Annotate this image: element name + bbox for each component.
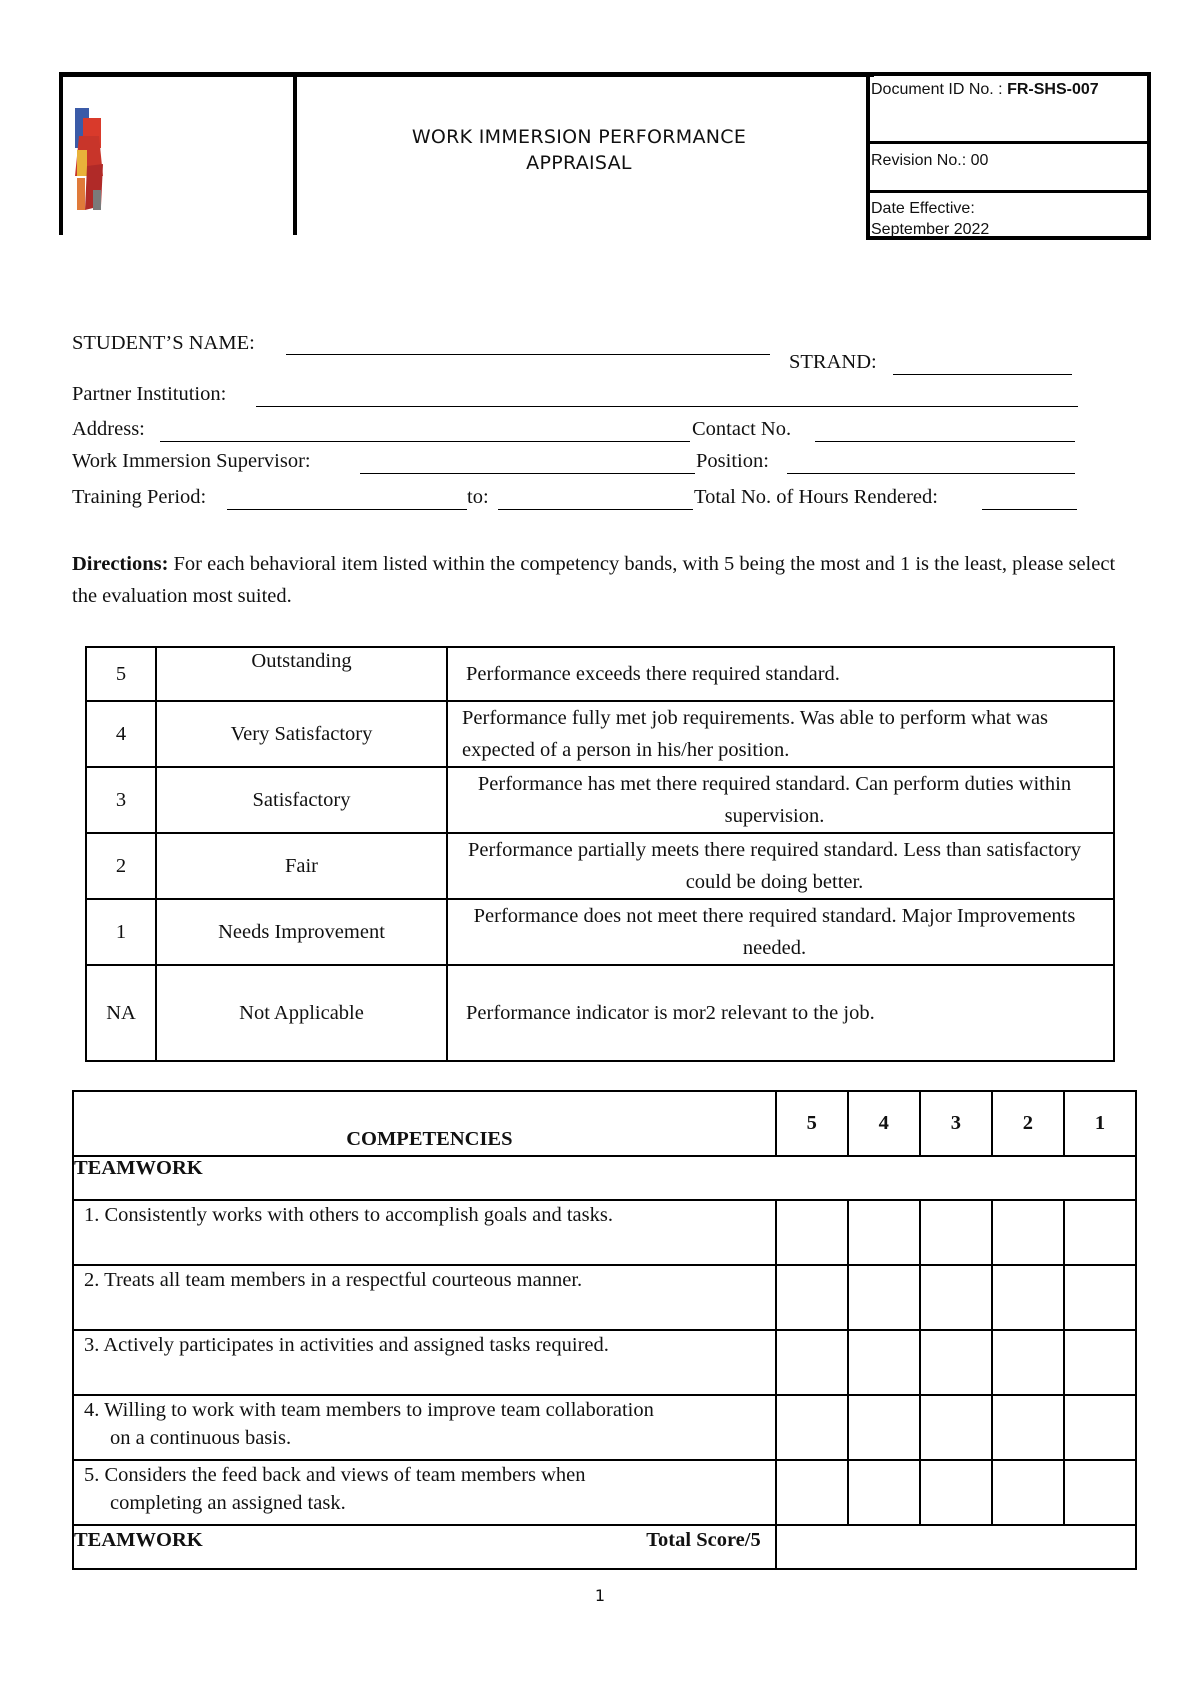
rating-cell[interactable]	[1064, 1200, 1136, 1265]
scale-description: Performance exceeds there required standard.	[447, 647, 1114, 701]
total-hours-field[interactable]	[982, 509, 1077, 510]
total-row	[73, 1525, 1136, 1569]
competencies-header: COMPETENCIES	[73, 1091, 776, 1156]
rating-cell[interactable]	[1064, 1265, 1136, 1330]
scale-row	[86, 701, 1114, 767]
school-logo-icon	[73, 106, 105, 214]
competency-item	[73, 1200, 776, 1265]
date-effective-row	[870, 193, 1147, 240]
date-effective-label: Date Effective:	[871, 200, 975, 217]
rating-column-2: 2	[992, 1091, 1064, 1156]
partner-institution-label: Partner Institution:	[72, 383, 227, 405]
rating-cell[interactable]	[992, 1265, 1064, 1330]
scale-description: Performance partially meets there required standard. Less than satisfactory could be doing better.	[447, 833, 1114, 899]
scale-row	[86, 767, 1114, 833]
item-number: 3.	[84, 1334, 100, 1356]
rating-cell[interactable]	[776, 1395, 848, 1460]
scale-score: 4	[86, 701, 156, 767]
rating-cell[interactable]	[776, 1460, 848, 1525]
rating-cell[interactable]	[776, 1265, 848, 1330]
position-field[interactable]	[787, 473, 1075, 474]
total-label-cell	[73, 1525, 776, 1569]
item-number: 1.	[84, 1204, 100, 1226]
item-text-continued: on a continuous basis.	[110, 1427, 292, 1449]
strand-field[interactable]	[893, 374, 1072, 375]
directions	[72, 548, 1132, 612]
total-section-label: TEAMWORK	[74, 1529, 203, 1551]
contact-number-field[interactable]	[815, 441, 1075, 442]
partner-institution-field[interactable]	[256, 406, 1078, 407]
scale-row	[86, 647, 1114, 701]
training-period-to-field[interactable]	[498, 509, 693, 510]
total-hours-label: Total No. of Hours Rendered:	[694, 486, 938, 508]
scale-score: 1	[86, 899, 156, 965]
scale-score: 5	[86, 647, 156, 701]
document-header	[59, 72, 1151, 240]
total-score-field[interactable]	[776, 1525, 1136, 1569]
rating-cell[interactable]	[992, 1330, 1064, 1395]
date-effective-value: September 2022	[871, 221, 990, 238]
directions-label: Directions:	[72, 553, 169, 575]
scale-label: Not Applicable	[156, 965, 447, 1061]
header-divider	[293, 72, 297, 235]
rating-cell[interactable]	[848, 1200, 920, 1265]
competency-row	[73, 1395, 1136, 1460]
scale-description: Performance has met there required standard. Can perform duties within supervision.	[447, 767, 1114, 833]
scale-label: Very Satisfactory	[156, 701, 447, 767]
rating-column-1: 1	[1064, 1091, 1136, 1156]
strand-label: STRAND:	[789, 351, 877, 373]
competency-row	[73, 1265, 1136, 1330]
scale-label: Outstanding	[156, 647, 447, 701]
rating-cell[interactable]	[920, 1265, 992, 1330]
supervisor-label: Work Immersion Supervisor:	[72, 450, 311, 472]
total-score-label: Total Score/5	[646, 1529, 761, 1551]
doc-id-value: FR-SHS-007	[1007, 81, 1099, 98]
scale-score: 3	[86, 767, 156, 833]
competency-item	[73, 1395, 776, 1460]
student-name-field[interactable]	[286, 354, 770, 355]
item-number: 2.	[84, 1269, 100, 1291]
revision-row: Revision No.: 00	[870, 144, 1147, 193]
section-title-teamwork: TEAMWORK	[73, 1156, 1136, 1200]
rating-cell[interactable]	[1064, 1395, 1136, 1460]
scale-row	[86, 833, 1114, 899]
training-period-label: Training Period:	[72, 486, 207, 508]
rating-cell[interactable]	[992, 1395, 1064, 1460]
rating-cell[interactable]	[920, 1395, 992, 1460]
competencies-table	[72, 1090, 1137, 1570]
rating-scale-table	[85, 646, 1115, 1062]
scale-score: NA	[86, 965, 156, 1061]
doc-id-label: Document ID No. :	[871, 81, 1003, 98]
scale-label: Needs Improvement	[156, 899, 447, 965]
student-name-label: STUDENT’S NAME:	[72, 332, 255, 354]
rating-column-3: 3	[920, 1091, 992, 1156]
rating-cell[interactable]	[920, 1460, 992, 1525]
item-text: Consistently works with others to accomplish goals and tasks.	[104, 1204, 613, 1226]
competency-item	[73, 1460, 776, 1525]
scale-row	[86, 899, 1114, 965]
item-text-continued: completing an assigned task.	[110, 1492, 346, 1514]
address-field[interactable]	[160, 441, 690, 442]
rating-cell[interactable]	[848, 1265, 920, 1330]
rating-cell[interactable]	[1064, 1330, 1136, 1395]
rating-column-4: 4	[848, 1091, 920, 1156]
rating-cell[interactable]	[776, 1330, 848, 1395]
doc-id-row	[870, 76, 1147, 144]
rating-cell[interactable]	[920, 1330, 992, 1395]
position-label: Position:	[696, 450, 769, 472]
scale-description: Performance does not meet there required standard. Major Improvements needed.	[447, 899, 1114, 965]
training-period-from-field[interactable]	[227, 509, 467, 510]
scale-description: Performance indicator is mor2 relevant to the job.	[447, 965, 1114, 1061]
section-row	[73, 1156, 1136, 1200]
document-meta-box	[866, 72, 1151, 240]
scale-label: Satisfactory	[156, 767, 447, 833]
training-period-to-label: to:	[467, 486, 489, 508]
document-title: WORK IMMERSION PERFORMANCE APPRAISAL	[411, 126, 747, 174]
supervisor-field[interactable]	[360, 473, 695, 474]
rating-cell[interactable]	[920, 1200, 992, 1265]
contact-number-label: Contact No.	[692, 418, 792, 440]
item-number: 4.	[84, 1399, 100, 1421]
address-label: Address:	[72, 418, 145, 440]
rating-cell[interactable]	[848, 1330, 920, 1395]
competency-item	[73, 1265, 776, 1330]
rating-cell[interactable]	[1064, 1460, 1136, 1525]
item-text: Treats all team members in a respectful courteous manner.	[104, 1269, 583, 1291]
rating-cell[interactable]	[848, 1395, 920, 1460]
competency-row	[73, 1330, 1136, 1395]
item-text: Considers the feed back and views of team members when	[104, 1464, 586, 1486]
item-text: Willing to work with team members to improve team collaboration	[104, 1399, 654, 1421]
rating-cell[interactable]	[776, 1200, 848, 1265]
directions-text: For each behavioral item listed within the competency bands, with 5 being the most and 1 is the least, please select the evaluation most suited.	[72, 553, 1116, 607]
competencies-header-row	[73, 1091, 1136, 1156]
scale-row	[86, 965, 1114, 1061]
item-text: Actively participates in activities and assigned tasks required.	[103, 1334, 609, 1356]
scale-score: 2	[86, 833, 156, 899]
rating-column-5: 5	[776, 1091, 848, 1156]
page-number: 1	[594, 1586, 606, 1605]
scale-description: Performance fully met job requirements. Was able to perform what was expected of a person in his/her position.	[447, 701, 1114, 767]
competency-item	[73, 1330, 776, 1395]
scale-label: Fair	[156, 833, 447, 899]
rating-cell[interactable]	[992, 1460, 1064, 1525]
rating-cell[interactable]	[992, 1200, 1064, 1265]
competency-row	[73, 1460, 1136, 1525]
competency-row	[73, 1200, 1136, 1265]
rating-cell[interactable]	[848, 1460, 920, 1525]
item-number: 5.	[84, 1464, 100, 1486]
